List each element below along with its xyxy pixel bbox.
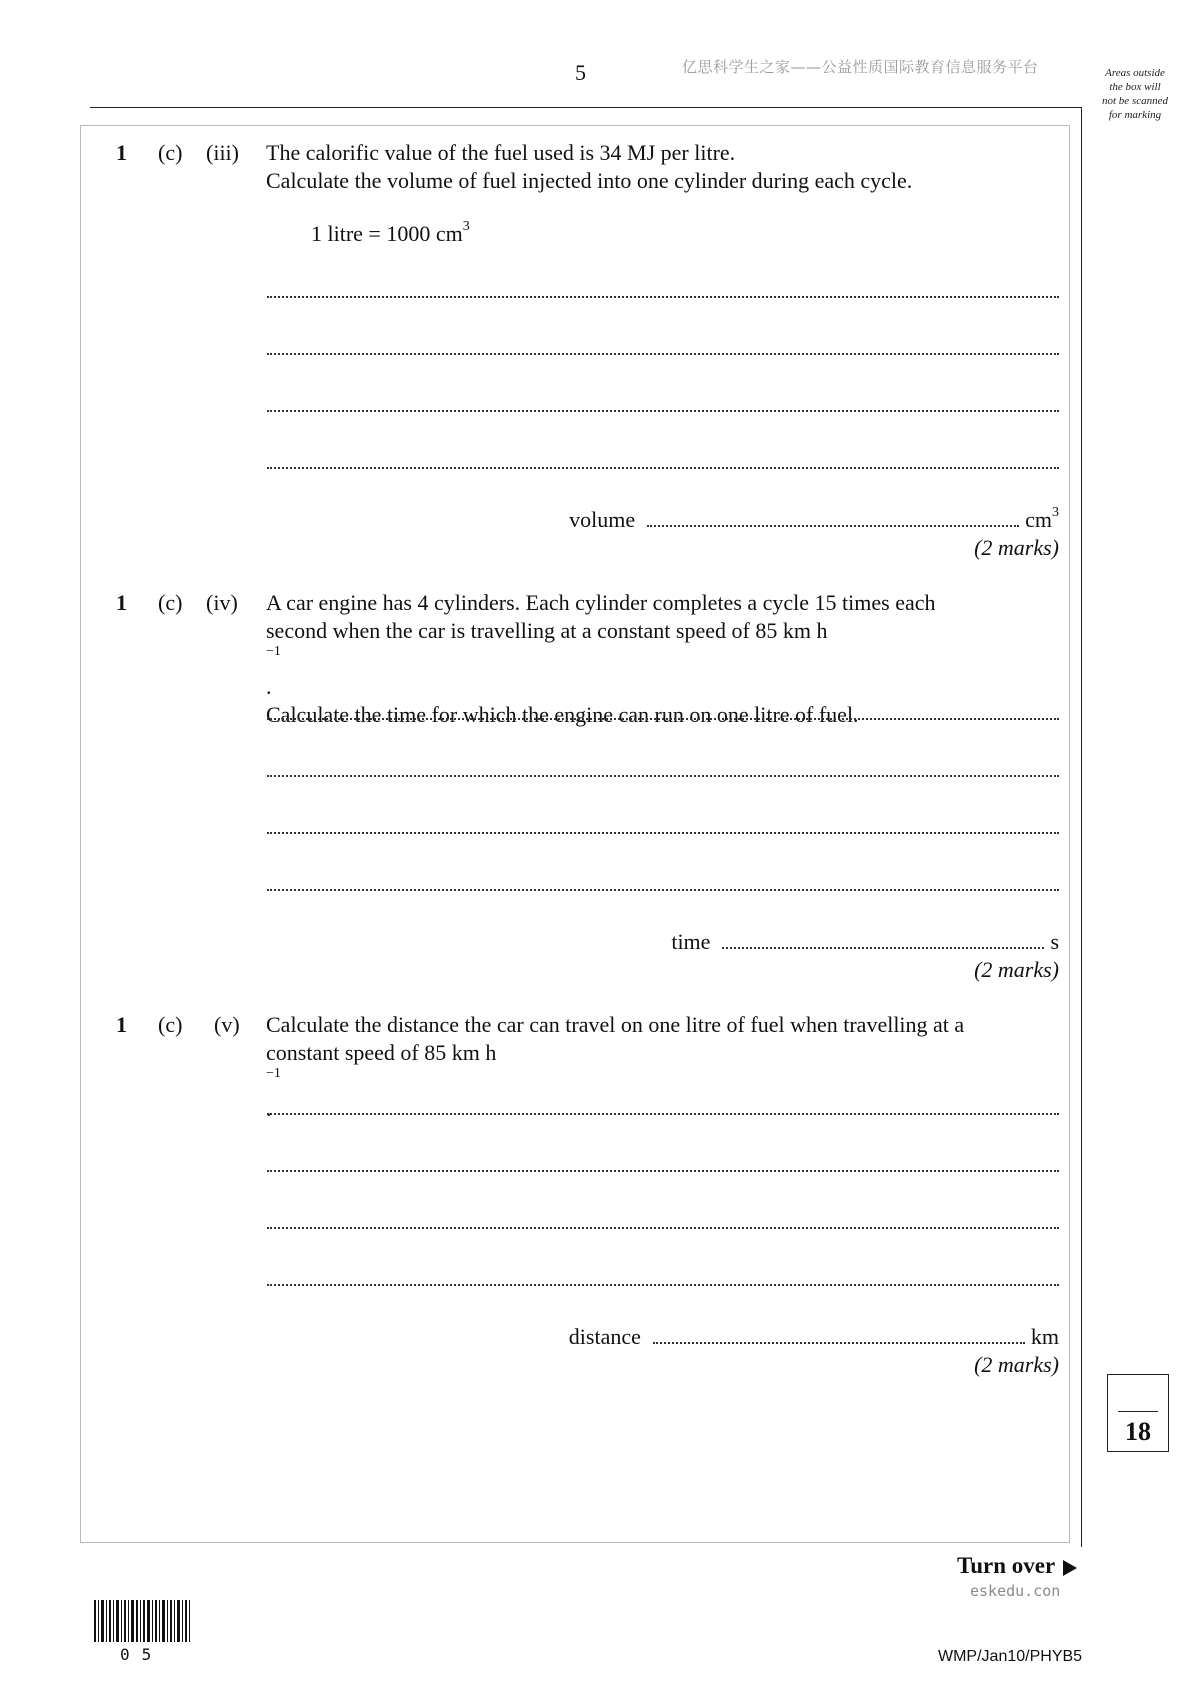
question-part: (c) [158, 140, 183, 165]
arrow-right-icon [1063, 1560, 1077, 1576]
question-text [266, 139, 1046, 195]
unit-superscript: −1 [266, 1065, 281, 1081]
turn-over-label [957, 1553, 1077, 1579]
working-line[interactable] [267, 410, 1059, 412]
marks-label: (2 marks) [974, 1352, 1059, 1377]
answer-volume-field[interactable] [647, 525, 1019, 527]
top-rule [90, 107, 1082, 108]
margin-rule [1081, 107, 1082, 1547]
barcode-number: 05 [120, 1645, 164, 1664]
answer-time-field[interactable] [722, 947, 1044, 949]
working-line[interactable] [267, 353, 1059, 355]
question-line [266, 1039, 1046, 1123]
question-subpart: (v) [214, 1012, 240, 1037]
question-line-end: . [266, 674, 272, 699]
question-line-end: . [266, 1096, 272, 1121]
turn-over-text: Turn over [957, 1553, 1056, 1578]
working-line[interactable] [267, 775, 1059, 777]
question-line [266, 617, 1046, 701]
margin-note-line: the box will [1109, 81, 1161, 93]
question-part: (c) [158, 590, 183, 615]
answer-unit: cm [1025, 507, 1052, 532]
answer-time [671, 929, 1059, 955]
answer-unit-superscript: 3 [1052, 504, 1059, 520]
marks-label: (2 marks) [974, 957, 1059, 982]
score-box-rule [1118, 1411, 1158, 1412]
question-number: 1 [116, 140, 127, 165]
paper-reference: WMP/Jan10/PHYB5 [938, 1648, 1083, 1665]
working-line[interactable] [267, 1227, 1059, 1229]
answer-volume [569, 504, 1059, 533]
unit-superscript: −1 [266, 643, 281, 659]
header-watermark: 亿思科学生之家——公益性质国际教育信息服务平台 [682, 58, 1039, 76]
margin-note-line: not be scanned [1102, 95, 1168, 107]
question-number: 1 [116, 1012, 127, 1037]
margin-note-line: for marking [1108, 109, 1162, 121]
question-line: A car engine has 4 cylinders. Each cylinder completes a cycle 15 times each [266, 590, 936, 615]
question-line: Calculate the volume of fuel injected into one cylinder during each cycle. [266, 168, 913, 193]
working-line[interactable] [267, 889, 1059, 891]
question-text [266, 1011, 1046, 1123]
answer-unit: s [1050, 929, 1059, 954]
working-line[interactable] [267, 718, 1059, 720]
answer-distance-field[interactable] [653, 1342, 1025, 1344]
question-line: Calculate the distance the car can travel on one litre of fuel when travelling at a [266, 1012, 965, 1037]
working-line[interactable] [267, 832, 1059, 834]
working-line[interactable] [267, 1113, 1059, 1115]
question-text [266, 589, 1046, 729]
question-part: (c) [158, 1012, 183, 1037]
question-line-text: second when the car is travelling at a constant speed of 85 km h [266, 618, 828, 643]
footer-watermark: eskedu.con [970, 1582, 1061, 1600]
conversion-formula [311, 218, 470, 247]
page-score-box [1107, 1374, 1169, 1452]
barcode-icon [94, 1600, 190, 1642]
answer-label: volume [569, 507, 636, 532]
question-line: The calorific value of the fuel used is 34 MJ per litre. [266, 140, 736, 165]
answer-label: distance [568, 1324, 641, 1349]
working-line[interactable] [267, 467, 1059, 469]
margin-note [1090, 66, 1180, 122]
working-line[interactable] [267, 1284, 1059, 1286]
formula-text: 1 litre = 1000 cm [311, 221, 463, 246]
answer-label: time [671, 929, 711, 954]
working-line[interactable] [267, 296, 1059, 298]
question-subpart: (iv) [206, 590, 238, 615]
answer-distance [569, 1324, 1059, 1350]
formula-superscript: 3 [462, 218, 470, 234]
answer-unit: km [1030, 1324, 1059, 1349]
question-number: 1 [116, 590, 127, 615]
margin-note-line: Areas outside [1105, 67, 1165, 79]
working-line[interactable] [267, 1170, 1059, 1172]
score-value: 18 [1125, 1417, 1151, 1446]
question-subpart: (iii) [206, 140, 239, 165]
question-line-text: constant speed of 85 km h [266, 1040, 497, 1065]
marks-label: (2 marks) [974, 535, 1059, 560]
question-line: Calculate the time for which the engine can run on one litre of fuel. [266, 702, 859, 727]
page-number: 5 [575, 60, 586, 85]
